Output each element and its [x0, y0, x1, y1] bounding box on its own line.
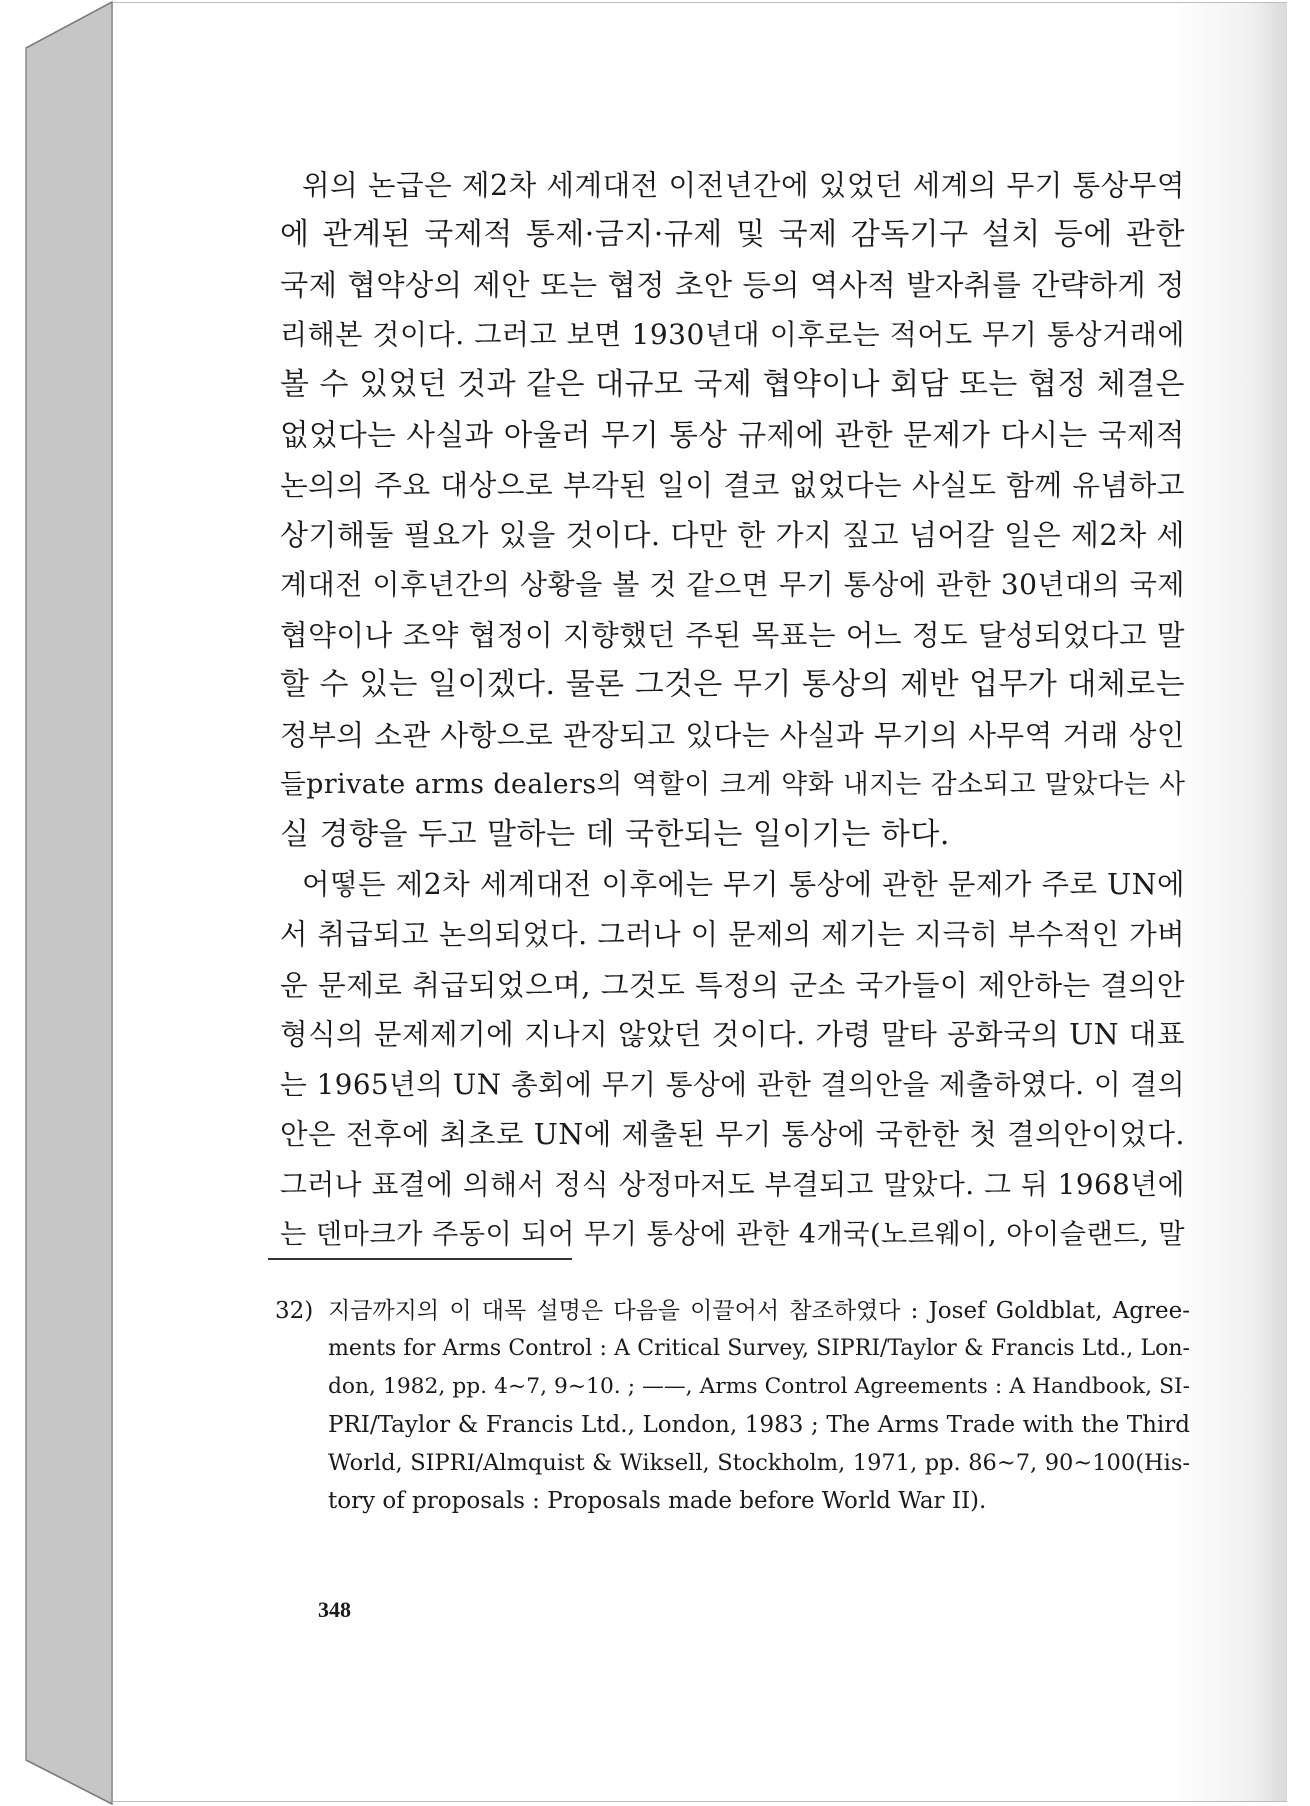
paragraph-line: 는 1965년의 UN 총회에 무기 통상에 관한 결의안을 제출하였다. 이 결의: [280, 1068, 1185, 1101]
footnote-32: [275, 1292, 1190, 1520]
main-text: [280, 160, 1185, 1260]
paragraph-line: 상기해둘 필요가 있을 것이다. 다만 한 가지 짚고 넘어갈 일은 제2차 세: [280, 518, 1185, 552]
paragraph-line: 없었다는 사실과 아울러 무기 통상 규제에 관한 문제가 다시는 국제적: [280, 418, 1185, 452]
paragraph-line: 들private arms dealers의 역할이 크게 약화 내지는 감소되고 말았다는 사: [280, 769, 1186, 800]
paragraph-line: 리해본 것이다. 그러고 보면 1930년대 이후로는 적어도 무기 통상거래에: [280, 318, 1185, 351]
paragraph-line: 국제 협약상의 제안 또는 협정 초안 등의 역사적 발자취를 간략하게 정: [280, 268, 1185, 302]
paragraph-line: 위의 논급은 제2차 세계대전 이전년간에 있었던 세계의 무기 통상무역: [302, 168, 1185, 202]
paragraph-line: 에 관계된 국제적 통제·금지·규제 및 국제 감독기구 설치 등에 관한: [280, 217, 1185, 252]
footnote-line: ments for Arms Control : A Critical Survey, SIPRI/Taylor & Francis Ltd., Lon-: [328, 1336, 1190, 1361]
footnote-line: World, SIPRI/Almquist & Wiksell, Stockholm, 1971, pp. 86~7, 90~100(His-: [328, 1450, 1190, 1476]
paragraph-line: 정부의 소관 사항으로 관장되고 있다는 사실과 무기의 사무역 거래 상인: [280, 718, 1185, 752]
paragraph-line: 운 문제로 취급되었으며, 그것도 특정의 군소 국가들이 제안하는 결의안: [280, 968, 1185, 1002]
paragraph-line: 는 덴마크가 주동이 되어 무기 통상에 관한 4개국(노르웨이, 아이슬랜드, 말: [280, 1219, 1185, 1250]
paragraph-line: 볼 수 있었던 것과 같은 대규모 국제 협약이나 회담 또는 협정 체결은: [280, 367, 1185, 402]
paragraph-line: 형식의 문제제기에 지나지 않았던 것이다. 가령 말타 공화국의 UN 대표: [280, 1018, 1185, 1051]
footnote-line: PRI/Taylor & Francis Ltd., London, 1983 ; The Arms Trade with the Third: [328, 1412, 1190, 1438]
paragraph-line: 안은 전후에 최초로 UN에 제출된 무기 통상에 국한한 첫 결의안이었다.: [280, 1118, 1185, 1151]
paragraph-2: [280, 860, 1185, 1260]
footnote-number: 32): [275, 1298, 314, 1324]
paragraph-line: 할 수 있는 일이겠다. 물론 그것은 무기 통상의 제반 업무가 대체로는: [280, 667, 1185, 702]
footnote-line: 지금까지의 이 대목 설명은 다음을 이끌어서 참조하였다 : Josef Goldblat, Agree-: [328, 1298, 1190, 1324]
paragraph-line: 어떻든 제2차 세계대전 이후에는 무기 통상에 관한 문제가 주로 UN에: [302, 868, 1185, 901]
paragraph-line: 계대전 이후년간의 상황을 볼 것 같으면 무기 통상에 관한 30년대의 국제: [280, 568, 1185, 601]
paragraph-line: 논의의 주요 대상으로 부각된 일이 결코 없었다는 사실도 함께 유념하고: [280, 468, 1185, 502]
footnote-line: don, 1982, pp. 4~7, 9~10. ; ——, Arms Control Agreements : A Handbook, SI-: [328, 1374, 1190, 1399]
page-number: 348: [318, 1597, 351, 1622]
footnote-body: [328, 1292, 1190, 1520]
paragraph-line: 실 경향을 두고 말하는 데 국한되는 일이기는 하다.: [280, 817, 950, 852]
paragraph-line: 그러나 표결에 의해서 정식 상정마저도 부결되고 말았다. 그 뒤 1968년에: [280, 1168, 1185, 1201]
paragraph-1: [280, 160, 1185, 860]
paragraph-line: 서 취급되고 논의되었다. 그러나 이 문제의 제기는 지극히 부수적인 가벼: [280, 918, 1185, 951]
footnote-line: tory of proposals : Proposals made before World War II).: [328, 1488, 987, 1514]
paragraph-line: 협약이나 조약 협정이 지향했던 주된 목표는 어느 정도 달성되었다고 말: [280, 618, 1185, 652]
footnote-divider: [268, 1258, 572, 1260]
